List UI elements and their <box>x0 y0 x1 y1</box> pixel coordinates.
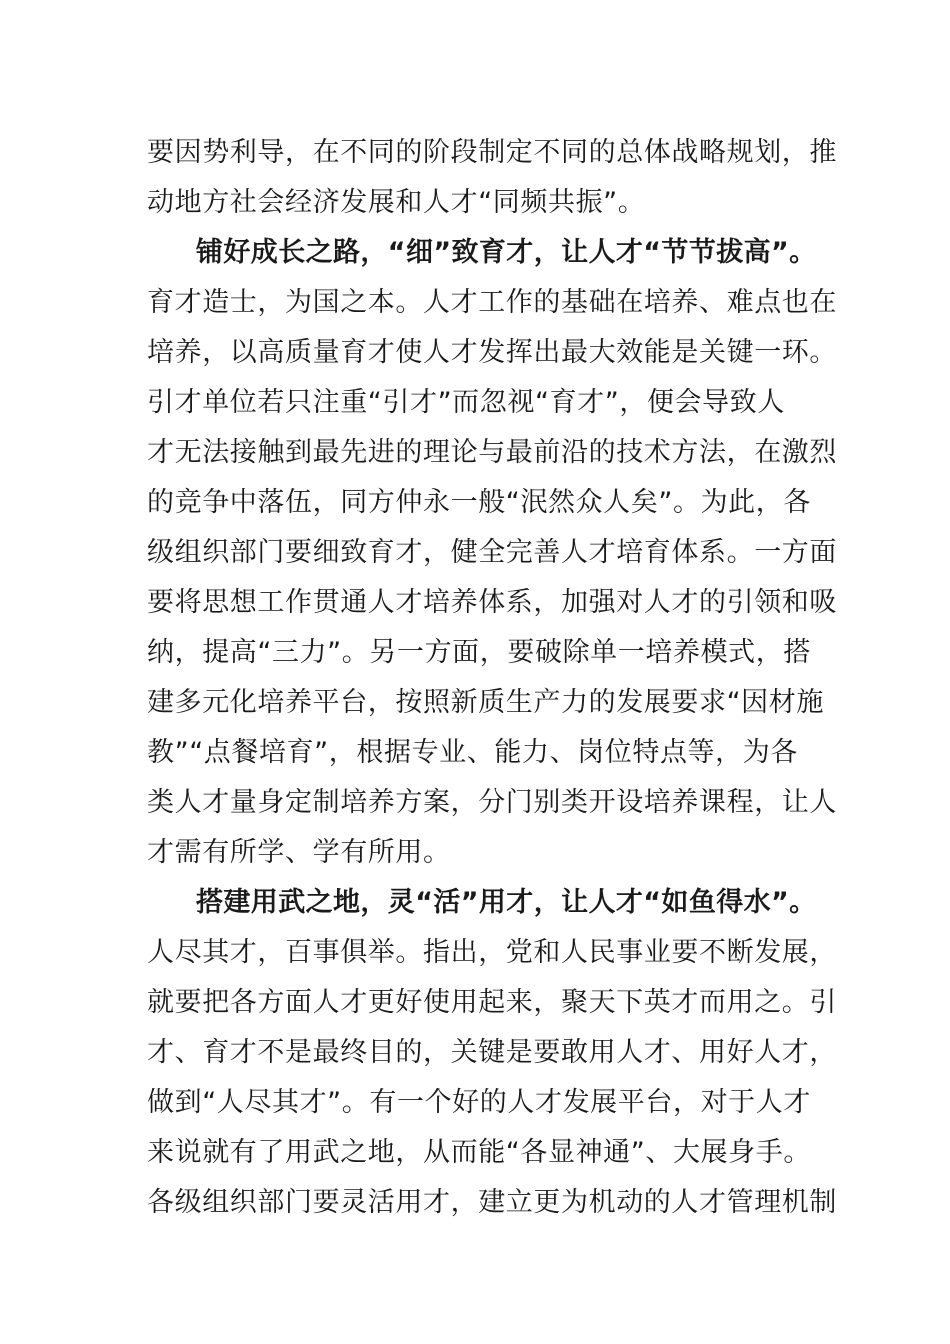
text-line: 培养，以高质量育才使人才发挥出最大效能是关键一环。 <box>147 337 837 368</box>
section-heading: 搭建用武之地，灵“活”用才，让人才“如鱼得水”。 <box>196 887 817 918</box>
text-line: 类人才量身定制培养方案，分门别类开设培养课程，让人 <box>147 787 837 818</box>
text-line: 育才造士，为国之本。人才工作的基础在培养、难点也在 <box>147 287 837 318</box>
text-line: 要因势利导，在不同的阶段制定不同的总体战略规划，推 <box>147 137 837 168</box>
text-line: 引才单位若只注重“引才”而忽视“育才”，便会导致人 <box>147 387 785 418</box>
text-line: 动地方社会经济发展和人才“同频共振”。 <box>147 187 646 218</box>
text-line: 才、育才不是最终目的，关键是要敢用人才、用好人才， <box>147 1037 837 1068</box>
section-heading: 铺好成长之路，“细”致育才，让人才“节节拔高”。 <box>196 237 817 268</box>
text-line: 各级组织部门要灵活用才，建立更为机动的人才管理机制 <box>147 1187 837 1218</box>
text-line: 才需有所学、学有所用。 <box>147 837 451 868</box>
text-line: 建多元化培养平台，按照新质生产力的发展要求“因材施 <box>147 687 824 718</box>
text-line: 人尽其才，百事俱举。指出，党和人民事业要不断发展， <box>147 937 837 968</box>
text-line: 才无法接触到最先进的理论与最前沿的技术方法，在激烈 <box>147 437 837 468</box>
text-line: 来说就有了用武之地，从而能“各显神通”、大展身手。 <box>147 1137 811 1168</box>
text-line: 级组织部门要细致育才，健全完善人才培育体系。一方面 <box>147 537 837 568</box>
text-line: 的竞争中落伍，同方仲永一般“泯然众人矣”。为此，各 <box>147 487 811 518</box>
text-line: 就要把各方面人才更好使用起来，聚天下英才而用之。引 <box>147 987 837 1018</box>
text-line: 教”“点餐培育”，根据专业、能力、岗位特点等，为各 <box>147 737 798 768</box>
text-line: 要将思想工作贯通人才培养体系，加强对人才的引领和吸 <box>147 587 837 618</box>
text-line: 纳，提高“三力”。另一方面，要破除单一培养模式，搭 <box>147 637 811 668</box>
text-line: 做到“人尽其才”。有一个好的人才发展平台，对于人才 <box>147 1087 811 1118</box>
